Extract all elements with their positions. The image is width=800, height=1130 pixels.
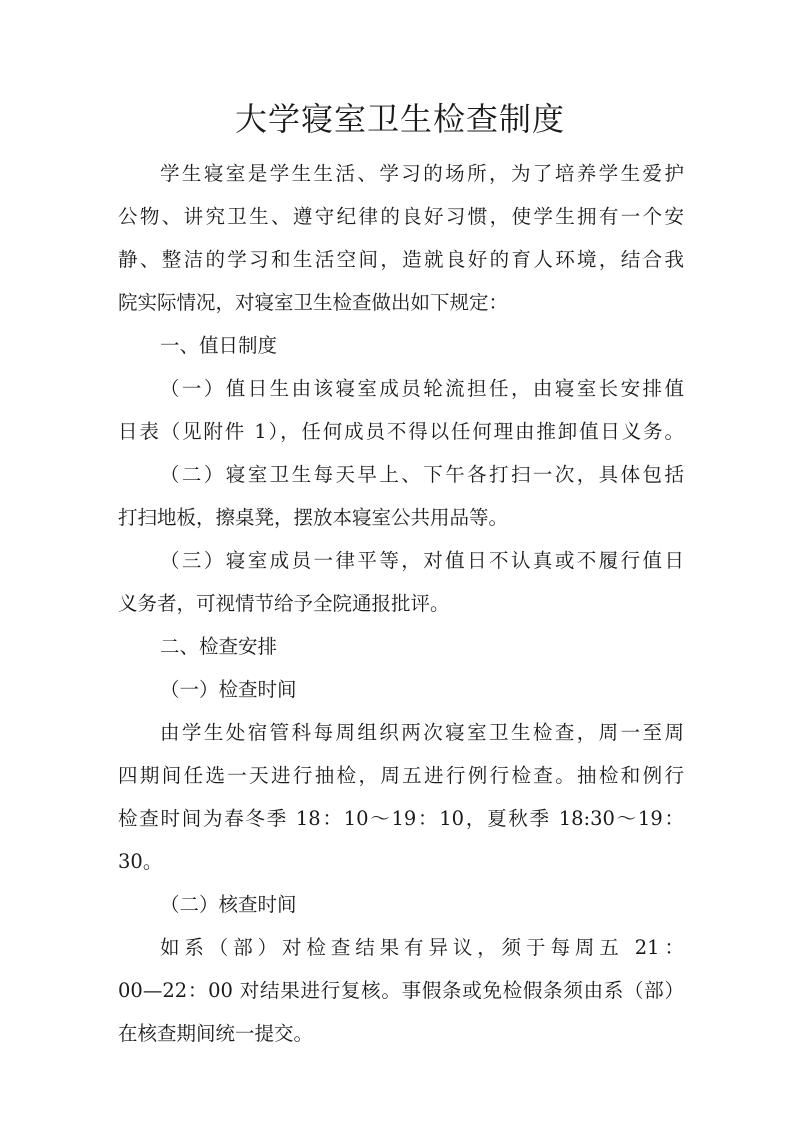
paragraph-line: 如系（部）对检查结果有异议，须于每周五 21： — [160, 936, 684, 959]
subsection-heading: （二）核查时间 — [160, 893, 297, 916]
paragraph-line: （三）寝室成员一律平等，对值日不认真或不履行值日 — [160, 549, 684, 572]
paragraph-line: 公物、讲究卫生、遵守纪律的良好习惯，使学生拥有一个安 — [118, 205, 684, 228]
paragraph-line: 打扫地板，擦桌凳，摆放本寝室公共用品等。 — [118, 506, 509, 529]
paragraph-line: 00—22：00 对结果进行复核。事假条或免检假条须由系（部） — [118, 979, 684, 1002]
paragraph-line: 四期间任选一天进行抽检，周五进行例行检查。抽检和例行 — [118, 764, 684, 787]
paragraph-line: 义务者，可视情节给予全院通报批评。 — [118, 592, 450, 615]
paragraph-line: 日表（见附件 1），任何成员不得以任何理由推卸值日义务。 — [118, 420, 684, 443]
subsection-heading: （一）检查时间 — [160, 678, 297, 701]
section-heading: 一、值日制度 — [160, 334, 278, 357]
paragraph-line: 院实际情况，对寝室卫生检查做出如下规定： — [118, 291, 509, 314]
section-heading: 二、检查安排 — [160, 635, 278, 658]
paragraph-line: （一）值日生由该寝室成员轮流担任，由寝室长安排值 — [160, 377, 684, 400]
document-title: 大学寝室卫生检查制度 — [234, 100, 565, 138]
paragraph-line: 静、整洁的学习和生活空间，造就良好的育人环境，结合我 — [118, 248, 684, 271]
paragraph-line: （二）寝室卫生每天早上、下午各打扫一次，具体包括 — [160, 463, 684, 486]
paragraph-line: 学生寝室是学生生活、学习的场所，为了培养学生爱护 — [160, 162, 684, 185]
paragraph-line: 在核查期间统一提交。 — [118, 1022, 314, 1045]
paragraph-line: 由学生处宿管科每周组织两次寝室卫生检查，周一至周 — [160, 721, 684, 744]
paragraph-line: 30。 — [118, 850, 163, 873]
paragraph-line: 检查时间为春冬季 18：10～19：10，夏秋季 18:30～19： — [118, 807, 684, 830]
